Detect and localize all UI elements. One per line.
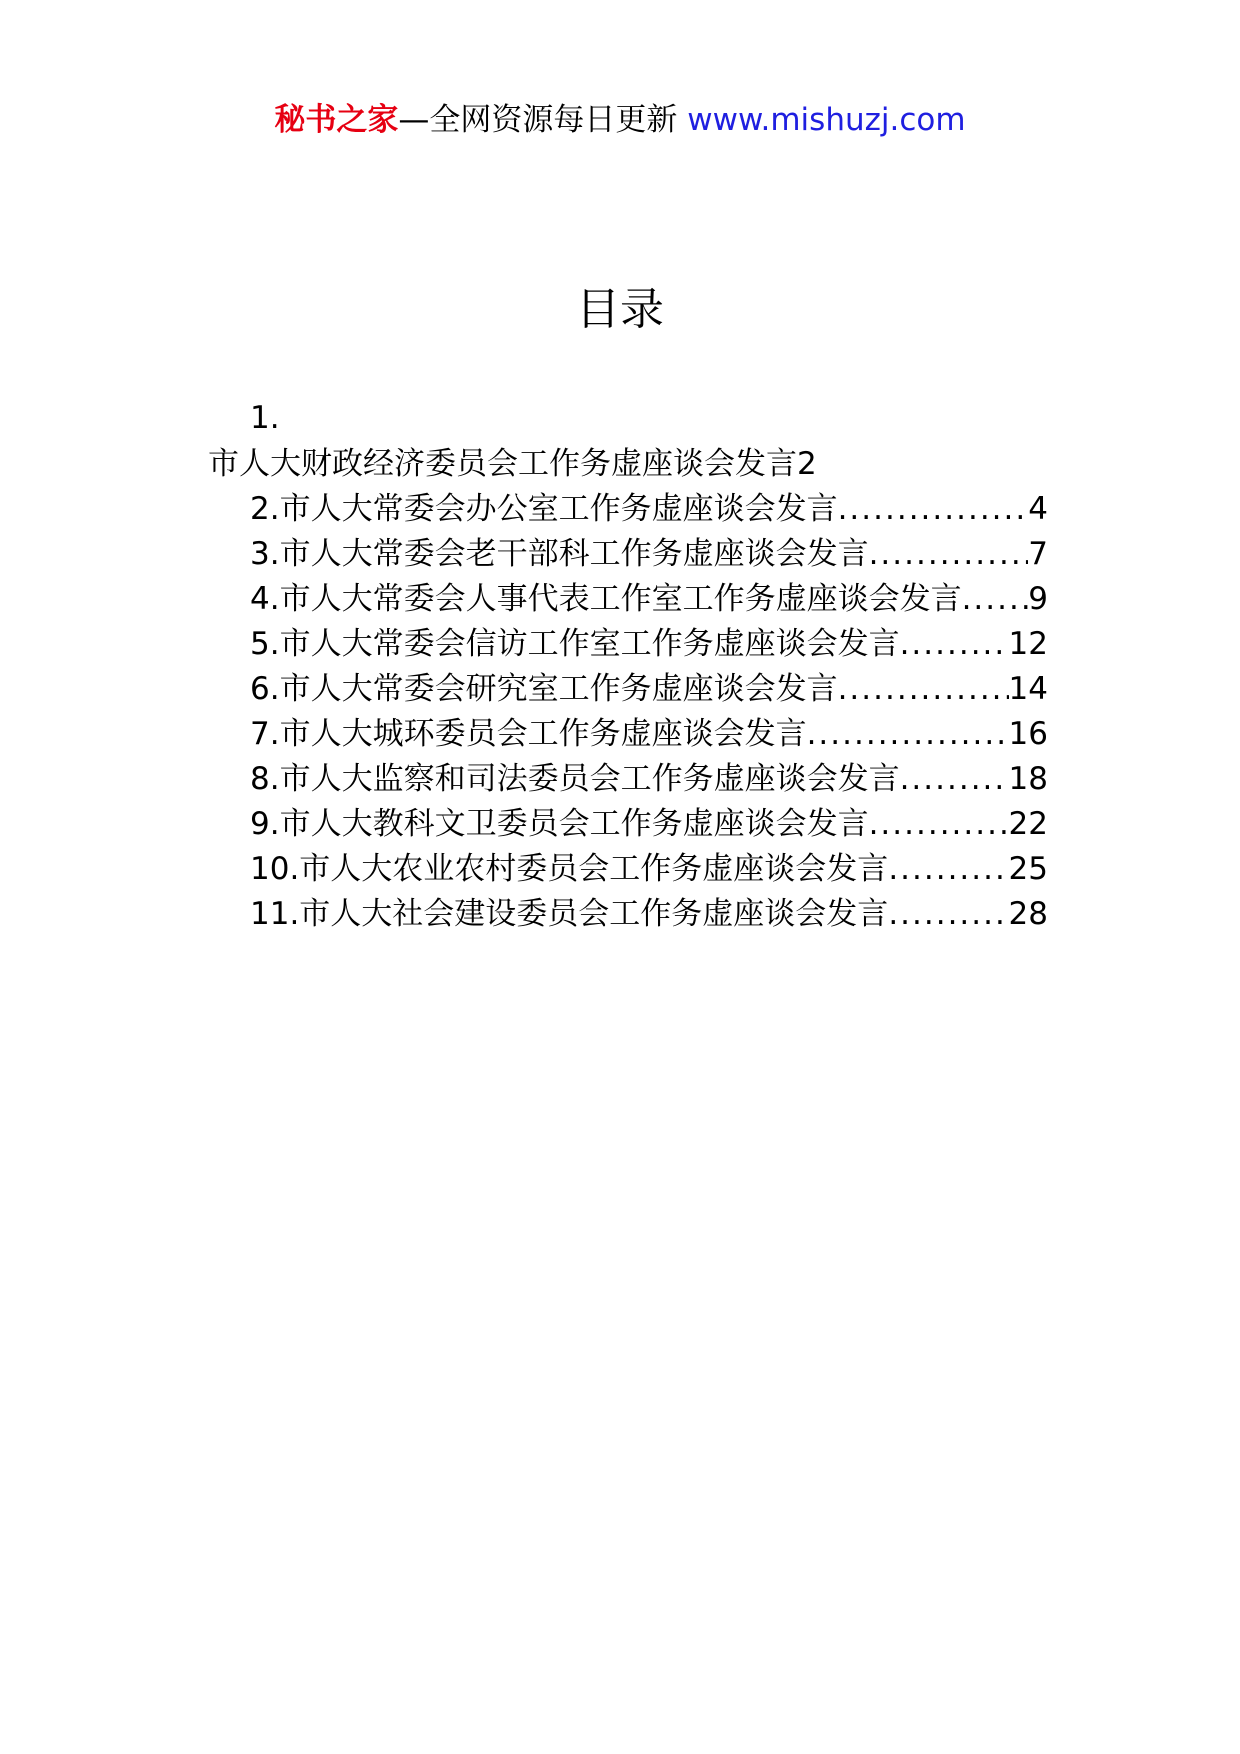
toc-dot-leader xyxy=(838,487,1029,532)
toc-item-1-title[interactable]: 市人大财政经济委员会工作务虚座谈会发言2 xyxy=(208,446,817,482)
toc-item[interactable] xyxy=(208,622,1048,667)
toc-item-title: 7.市人大城环委员会工作务虚座谈会发言 xyxy=(250,716,807,752)
toc-item[interactable] xyxy=(208,712,1048,757)
toc-item-title: 3.市人大常委会老干部科工作务虚座谈会发言 xyxy=(250,536,869,572)
toc-dot-leader xyxy=(900,757,1009,802)
toc-item[interactable] xyxy=(208,577,1048,622)
toc-item-title: 5.市人大常委会信访工作室工作务虚座谈会发言 xyxy=(250,626,900,662)
toc-item-title: 2.市人大常委会办公室工作务虚座谈会发言 xyxy=(250,491,838,527)
toc-item[interactable] xyxy=(208,667,1048,712)
toc-dot-leader xyxy=(900,622,1009,667)
toc-dot-leader xyxy=(869,802,1009,847)
toc-item-page: 18 xyxy=(1008,761,1048,797)
page-header xyxy=(0,100,1240,140)
toc-item-page: 25 xyxy=(1008,851,1048,887)
toc-item[interactable] xyxy=(208,847,1048,892)
toc-item-page: 14 xyxy=(1008,671,1048,707)
toc-dot-leader xyxy=(888,847,1008,892)
toc-item[interactable] xyxy=(208,802,1048,847)
toc-item-page: 7 xyxy=(1028,536,1048,572)
brand-name: 秘书之家 xyxy=(274,102,399,138)
toc-item-page: 28 xyxy=(1008,896,1048,932)
header-slogan: —全网资源每日更新 xyxy=(398,102,678,138)
toc-item[interactable] xyxy=(208,487,1048,532)
toc-item-title: 10.市人大农业农村委员会工作务虚座谈会发言 xyxy=(250,851,889,887)
toc-item-page: 9 xyxy=(1028,581,1048,617)
toc-item-title: 11.市人大社会建设委员会工作务虚座谈会发言 xyxy=(250,896,889,932)
toc-dot-leader xyxy=(962,577,1029,622)
toc-item-page: 22 xyxy=(1008,806,1048,842)
toc-dot-leader xyxy=(838,667,1009,712)
toc-item-page: 4 xyxy=(1028,491,1048,527)
toc-item-title: 9.市人大教科文卫委员会工作务虚座谈会发言 xyxy=(250,806,869,842)
toc-item-1-number: 1. xyxy=(250,400,280,436)
toc-dot-leader xyxy=(888,892,1008,937)
toc-item[interactable] xyxy=(208,757,1048,802)
toc-item-title: 8.市人大监察和司法委员会工作务虚座谈会发言 xyxy=(250,761,900,797)
toc-item-page: 12 xyxy=(1008,626,1048,662)
toc-item[interactable] xyxy=(208,892,1048,937)
toc-dot-leader xyxy=(869,532,1029,577)
toc-item-title: 4.市人大常委会人事代表工作室工作务虚座谈会发言 xyxy=(250,581,962,617)
toc-dot-leader xyxy=(807,712,1009,757)
toc-item[interactable] xyxy=(208,532,1048,577)
toc-item-title: 6.市人大常委会研究室工作务虚座谈会发言 xyxy=(250,671,838,707)
table-of-contents xyxy=(208,395,1048,937)
toc-title: 目录 xyxy=(576,284,664,335)
header-url-link[interactable]: www.mishuzj.com xyxy=(687,102,966,138)
toc-item-page: 16 xyxy=(1008,716,1048,752)
